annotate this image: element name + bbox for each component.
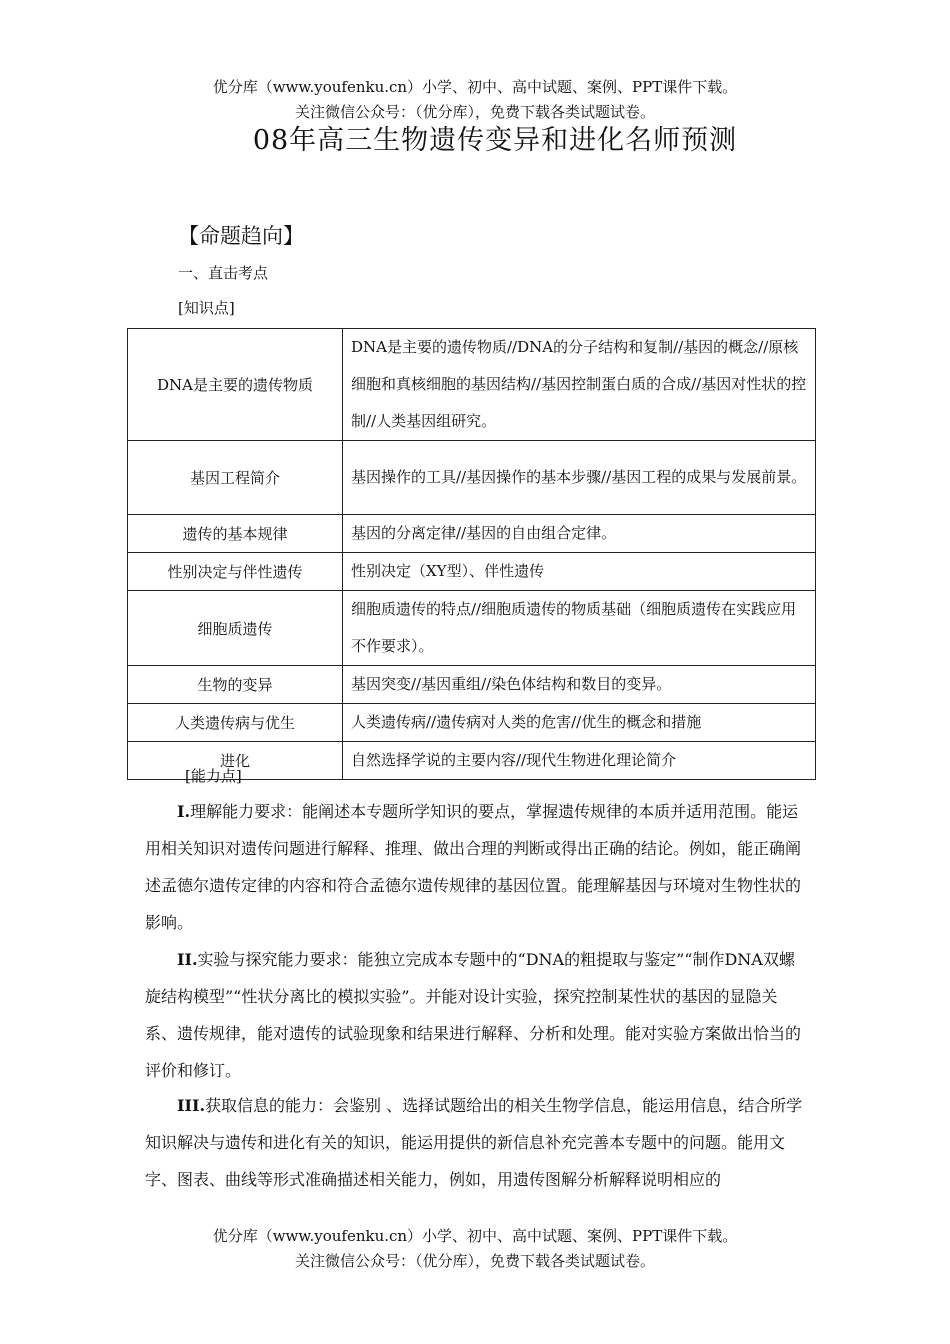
table-cell-topic: DNA是主要的遗传物质 (128, 329, 343, 441)
ability-number: III. (177, 1096, 206, 1115)
knowledge-label: [知识点] (178, 299, 235, 317)
table-cell-content: 细胞质遗传的特点//细胞质遗传的物质基础（细胞质遗传在实践应用不作要求）。 (343, 591, 816, 666)
table-cell-topic: 遗传的基本规律 (128, 515, 343, 553)
header-line-1: 优分库（www.youfenku.cn）小学、初中、高中试题、案例、PPT课件下载。 (212, 78, 738, 96)
ability-text: 获取信息的能力：会鉴别 、选择试题给出的相关生物学信息，能运用信息，结合所学知识解决与遗传和进化有关的知识，能运用提供的新信息补充完善本专题中的问题。能用文字、图表、曲线等形式准确描述相关能力，例如，用遗传图解分析解释说明相应的 (145, 1096, 803, 1189)
ability-label: [能力点] (185, 767, 242, 785)
ability-text: 实验与探究能力要求：能独立完成本专题中的“DNA的粗提取与鉴定”“制作DNA双螺旋结构模型”“性状分离比的模拟实验”。并能对设计实验，探究控制某性状的基因的显隐关系、遗传规律，能对遗传的试验现象和结果进行解释、分析和处理。能对实验方案做出恰当的评价和修订。 (145, 950, 802, 1080)
table-cell-topic: 细胞质遗传 (128, 591, 343, 666)
table-cell-content: DNA是主要的遗传物质//DNA的分子结构和复制//基因的概念//原核细胞和真核细胞的基因结构//基因控制蛋白质的合成//基因对性状的控制//人类基因组研究。 (343, 329, 816, 441)
table-row (128, 591, 816, 666)
footer-line-1: 优分库（www.youfenku.cn）小学、初中、高中试题、案例、PPT课件下载。 (212, 1227, 738, 1245)
subsection-heading: 一、直击考点 (178, 264, 269, 282)
knowledge-table (127, 328, 816, 780)
section-heading: 【命题趋向】 (178, 224, 304, 248)
table-cell-content: 基因操作的工具//基因操作的基本步骤//基因工程的成果与发展前景。 (343, 441, 816, 515)
ability-text: 理解能力要求：能阐述本专题所学知识的要点，掌握遗传规律的本质并适用范围。能运用相关知识对遗传问题进行解释、推理、做出合理的判断或得出正确的结论。例如，能正确阐述孟德尔遗传定律的内容和符合孟德尔遗传规律的基因位置。能理解基因与环境对生物性状的影响。 (145, 802, 802, 932)
ability-number: I. (177, 802, 191, 821)
table-cell-content: 人类遗传病//遗传病对人类的危害//优生的概念和措施 (343, 704, 816, 742)
ability-paragraph-3 (145, 1087, 809, 1198)
table-row (128, 329, 816, 441)
table-cell-content: 基因的分离定律//基因的自由组合定律。 (343, 515, 816, 553)
header-line-2: 关注微信公众号：（优分库），免费下载各类试题试卷。 (294, 103, 655, 121)
table-cell-content: 基因突变//基因重组//染色体结构和数目的变异。 (343, 666, 816, 704)
table-cell-topic: 基因工程简介 (128, 441, 343, 515)
table-row (128, 515, 816, 553)
table-row (128, 553, 816, 591)
page-title: 08年高三生物遗传变异和进化名师预测 (252, 125, 738, 156)
ability-paragraph-2 (145, 941, 809, 1089)
ability-number: II. (177, 950, 198, 969)
table-cell-content: 性别决定（XY型）、伴性遗传 (343, 553, 816, 591)
ability-paragraph-1 (145, 793, 809, 941)
footer-line-2: 关注微信公众号：（优分库），免费下载各类试题试卷。 (294, 1252, 655, 1270)
table-row (128, 666, 816, 704)
table-cell-content: 自然选择学说的主要内容//现代生物进化理论简介 (343, 742, 816, 780)
table-row (128, 704, 816, 742)
table-cell-topic: 性别决定与伴性遗传 (128, 553, 343, 591)
table-cell-topic: 人类遗传病与优生 (128, 704, 343, 742)
table-cell-topic: 生物的变异 (128, 666, 343, 704)
table-cell-topic: 进化 (128, 742, 343, 780)
table-row (128, 441, 816, 515)
